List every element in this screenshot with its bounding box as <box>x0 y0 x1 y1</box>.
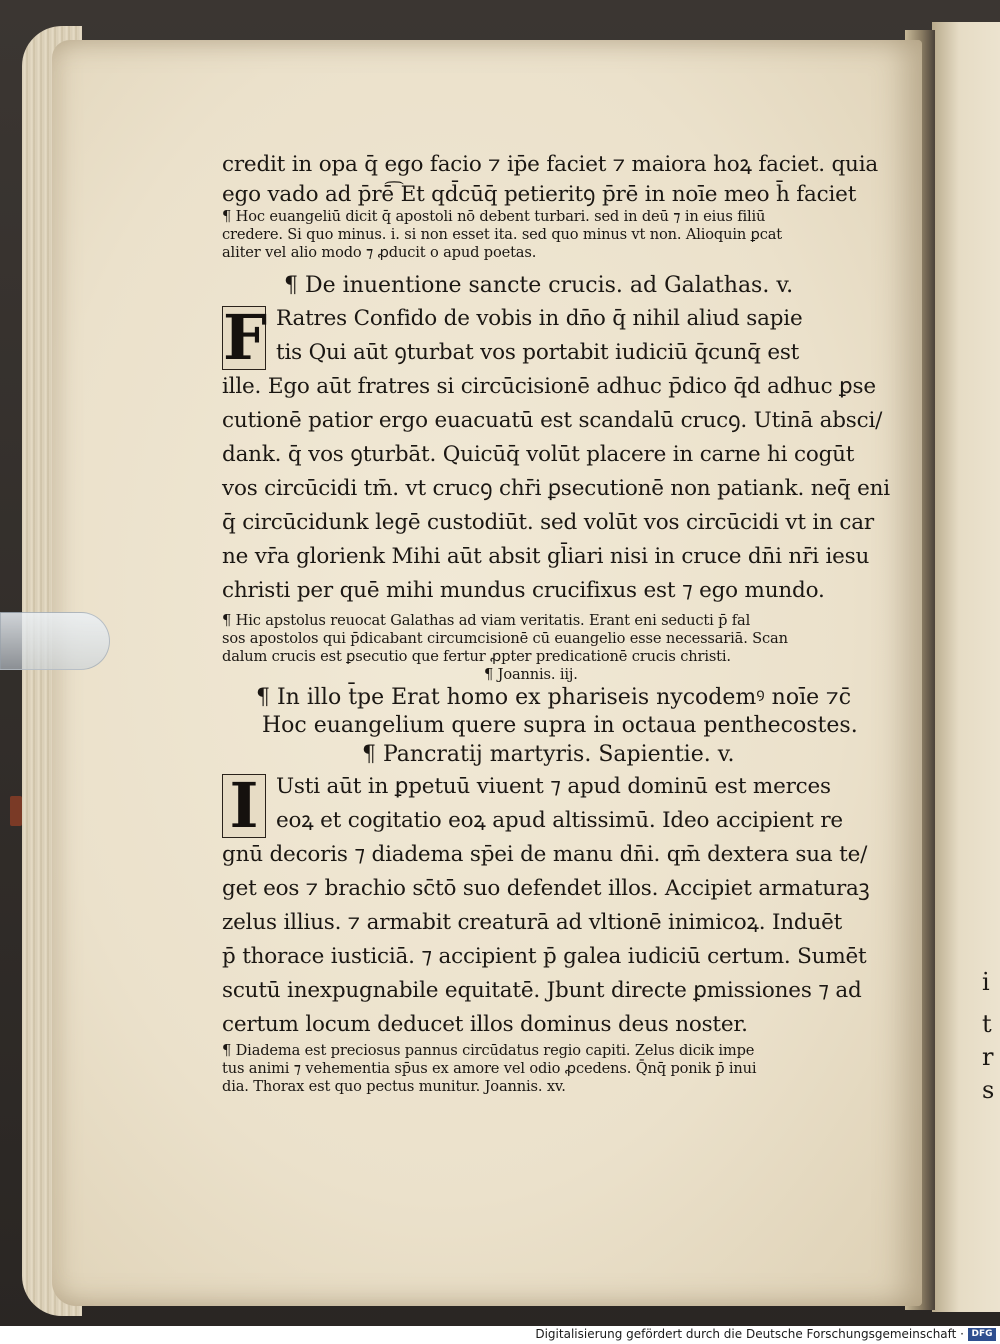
text-line: scutū inexpugnabile equitatē. Jbunt directe ꝑmissiones ⁊ ad <box>222 978 862 1003</box>
decorated-initial: I <box>222 774 266 838</box>
text-line: q̄ circūcidunk legē custodiūt. sed volūt vos circūcidi vt in car <box>222 510 874 535</box>
facing-page-fragment: s <box>982 1076 995 1104</box>
facing-page-fragment: i <box>982 968 990 996</box>
text-line: ego vado ad p̄rē͡ Et qd̄cūq̄ petieritꝯ p̄rē in noīe meo h̄ faciet <box>222 182 857 207</box>
section-heading: ¶ Pancratij martyris. Sapientie. v. <box>362 742 735 767</box>
text-line: christi per quē mihi mundus crucifixus est ⁊ ego mundo. <box>222 578 825 603</box>
section-heading: ¶ De inuentione sancte crucis. ad Galathas. v. <box>284 273 794 298</box>
paragraph-2 <box>222 770 862 838</box>
leather-tab <box>10 796 22 826</box>
gloss-line: dia. Thorax est quo pectus munitur. Joannis. xv. <box>222 1078 566 1095</box>
facing-page-fragment: r <box>982 1043 994 1071</box>
gloss-line: ¶ Hic apstolus reuocat Galathas ad viam veritatis. Erant eni seducti p̄ fal <box>222 612 751 629</box>
gloss-line: dalum crucis est ꝑsecutio que fertur ꝓpter predicationē crucis christi. <box>222 648 731 665</box>
text-line: get eos ⁊ brachio sc̄tō suo defendet illos. Accipiet armaturaꝫ <box>222 876 870 901</box>
gloss-line: sos apostolos qui p̄dicabant circumcisionē cū euangelio esse necessariā. Scan <box>222 630 788 647</box>
text-line: credit in opa q̄ ego facio ⁊ ip̄e faciet ⁊ maiora hoꝝ faciet. quia <box>222 152 878 177</box>
text-line: zelus illius. ⁊ armabit creaturā ad vltionē inimicoꝝ. Induēt <box>222 910 843 935</box>
gloss-line: ¶ Diadema est preciosus pannus circūdatus regio capiti. Zelus dicik impe <box>222 1042 755 1059</box>
facing-page-fragment: t <box>982 1010 992 1038</box>
footer-credit: Digitalisierung gefördert durch die Deutsche Forschungsgemeinschaft · <box>535 1327 964 1341</box>
text-line: Usti aūt in ꝑpetuū viuent ⁊ apud dominū est merces <box>276 774 831 799</box>
dfg-logo: DFG <box>968 1328 996 1341</box>
text-line: tis Qui aūt ꝯturbat vos portabit iudiciū q̄cunq̄ est <box>276 340 800 365</box>
page-text <box>222 148 890 1096</box>
gloss-line: aliter vel alio modo ⁊ ꝓducit o apud poetas. <box>222 244 537 261</box>
text-line: cutionē patior ergo euacuatū est scandalū crucꝯ. Utinā absci/ <box>222 408 883 433</box>
gloss-line: ¶ Hoc euangeliū dicit q̄ apostoli nō debent turbari. sed in deū ⁊ in eius filiū <box>222 208 766 225</box>
gloss-line: tus animi ⁊ vehementia sp̄us ex amore vel odio ꝓcedens. Q̄nq̄ ponik p̄ inui <box>222 1060 757 1077</box>
text-line: vos circūcidi tm̄. vt crucꝯ chr̄i ꝑsecutionē non patiank. neq̄ eni <box>222 476 890 501</box>
section-heading: ¶ In illo t̄pe Erat homo ex phariseis nycodemꝰ noīe ⁊c̄ <box>256 685 852 710</box>
facing-page <box>932 22 1000 1312</box>
text-line: eoꝝ et cogitatio eoꝝ apud altissimū. Ideo accipient re <box>276 808 843 833</box>
paragraph-1 <box>222 302 862 370</box>
text-line: certum locum deducet illos dominus deus noster. <box>222 1012 748 1037</box>
text-line: Ratres Confido de vobis in dn̄o q̄ nihil aliud sapie <box>276 306 803 331</box>
decorated-initial: F <box>223 302 268 370</box>
gloss-line: credere. Si quo minus. i. si non esset ita. sed quo minus vt non. Alioquin ꝑcat <box>222 226 783 243</box>
text-line: ne vr̄a glorienk Mihi aūt absit gl̄iari nisi in cruce dn̄i nr̄i iesu <box>222 544 870 569</box>
section-heading: Hoc euangelium quere supra in octaua penthecostes. <box>262 713 858 738</box>
text-line: p̄ thorace iusticiā. ⁊ accipient p̄ galea iudiciū certum. Sumēt <box>222 944 867 969</box>
section-reference: ¶ Joannis. iij. <box>484 666 578 683</box>
text-line: ille. Ego aūt fratres si circūcisionē adhuc p̄dico q̄d adhuc ꝑse <box>222 374 876 399</box>
bookmark-strip <box>0 612 110 670</box>
text-line: gnū decoris ⁊ diadema sp̄ei de manu dn̄i. qm̄ dextera sua te/ <box>222 842 868 867</box>
text-line: dank. q̄ vos ꝯturbāt. Quicūq̄ volūt placere in carne hi cogūt <box>222 442 855 467</box>
